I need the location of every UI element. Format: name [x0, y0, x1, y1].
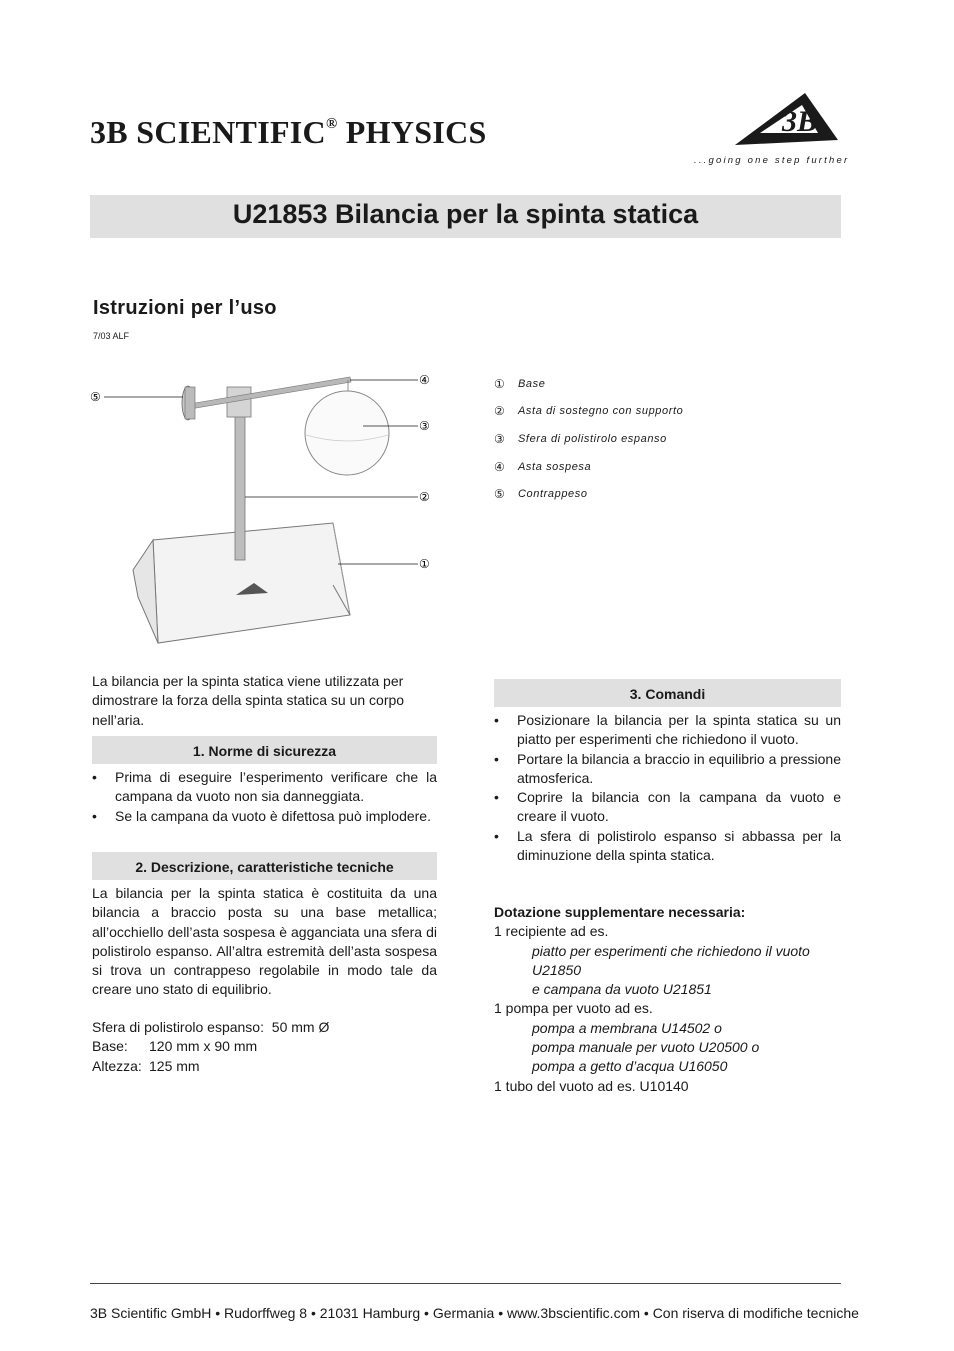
- section1-heading: 1. Norme di sicurezza: [92, 736, 437, 764]
- sphere: [305, 391, 389, 475]
- spec-sphere: Sfera di polistirolo espanso: 50 mm Ø: [92, 1019, 330, 1035]
- callout-4: ④: [419, 373, 430, 387]
- supplement-line: pompa manuale per vuoto U20500 o: [532, 1039, 760, 1056]
- safety-list: [92, 768, 437, 826]
- specs: [92, 1018, 437, 1076]
- legend-item: ③ Sfera di polistirolo espanso: [494, 431, 667, 446]
- list-item: • Prima di eseguire l’esperimento verificare che la campana da vuoto non sia danneggiata.: [92, 768, 437, 807]
- legend-item: ④ Asta sospesa: [494, 459, 592, 474]
- supplement-line: 1 tubo del vuoto ad es. U10140: [494, 1077, 689, 1094]
- callout-2: ②: [419, 490, 430, 504]
- intro-paragraph: La bilancia per la spinta statica viene utilizzata per dimostrare la forza della spinta statica su un corpo nell’aria.: [92, 673, 405, 728]
- section2-heading: 2. Descrizione, caratteristiche tecniche: [92, 852, 437, 880]
- list-item: • Coprire la bilancia con la campana da vuoto e creare il vuoto.: [494, 788, 841, 827]
- subtitle: Istruzioni per l’uso: [93, 297, 277, 319]
- supplement-line: 1 recipiente ad es.: [494, 923, 609, 940]
- footer-divider: [90, 1283, 841, 1284]
- figure-legend: [494, 370, 834, 508]
- supplement-line: 1 pompa per vuoto ad es.: [494, 1000, 653, 1017]
- tagline: ...going one step further: [694, 155, 850, 166]
- brand-title: 3B SCIENTIFIC® PHYSICS: [90, 114, 487, 150]
- supplement-line: e campana da vuoto U21851: [532, 981, 712, 998]
- spec-height: Altezza: 125 mm: [92, 1057, 200, 1074]
- section3-heading: 3. Comandi: [494, 679, 841, 707]
- document-code: 7/03 ALF: [93, 331, 130, 341]
- legend-item: ② Asta di sostegno con supporto: [494, 404, 684, 419]
- legend-item: ① Base: [494, 376, 546, 391]
- list-item: • Posizionare la bilancia per la spinta statica su un piatto per esperimenti che richiedono il vuoto.: [494, 711, 841, 750]
- footer-text: 3B Scientific GmbH • Rudorffweg 8 • 21031 Hamburg • Germania • www.3bscientific.com • Con riserva di modifiche tecniche: [90, 1305, 859, 1321]
- spec-base: Base: 120 mm x 90 mm: [92, 1038, 258, 1055]
- 3b-logo: [690, 85, 845, 165]
- list-item: • Se la campana da vuoto è difettosa può implodere.: [92, 807, 437, 826]
- supplement-block: [494, 903, 841, 1096]
- callout-3: ③: [419, 419, 430, 433]
- supplement-line: piatto per esperimenti che richiedono il vuoto U21850: [532, 942, 810, 978]
- description-paragraph: La bilancia per la spinta statica è costituita da una bilancia a braccio posta su una base metallica; all’occhiello dell’asta sospesa è agganciata una sfera di polistirolo espanso. All’altra estremità dell’asta sospesa si trova un contrappeso regolabile in modo tale da creare uno stato di equilibrio.: [92, 885, 437, 998]
- callout-1: ①: [419, 557, 430, 571]
- logo-text: 3B: [782, 105, 818, 138]
- supplement-line: pompa a getto d’acqua U16050: [532, 1058, 728, 1075]
- apparatus-figure: [88, 365, 440, 650]
- list-item: • La sfera di polistirolo espanso si abbassa per la diminuzione della spinta statica.: [494, 827, 841, 866]
- supplement-heading: Dotazione supplementare necessaria:: [494, 904, 746, 920]
- supplement-line: pompa a membrana U14502 o: [532, 1019, 722, 1036]
- base-plate: [153, 523, 350, 643]
- callout-5: ⑤: [90, 390, 101, 404]
- list-item: • Portare la bilancia a braccio in equilibrio a pressione atmosferica.: [494, 750, 841, 789]
- legend-item: ⑤ Contrappeso: [494, 487, 588, 502]
- page-title: U21853 Bilancia per la spinta statica: [232, 199, 699, 229]
- controls-list: [494, 711, 841, 865]
- support-rod: [235, 405, 245, 560]
